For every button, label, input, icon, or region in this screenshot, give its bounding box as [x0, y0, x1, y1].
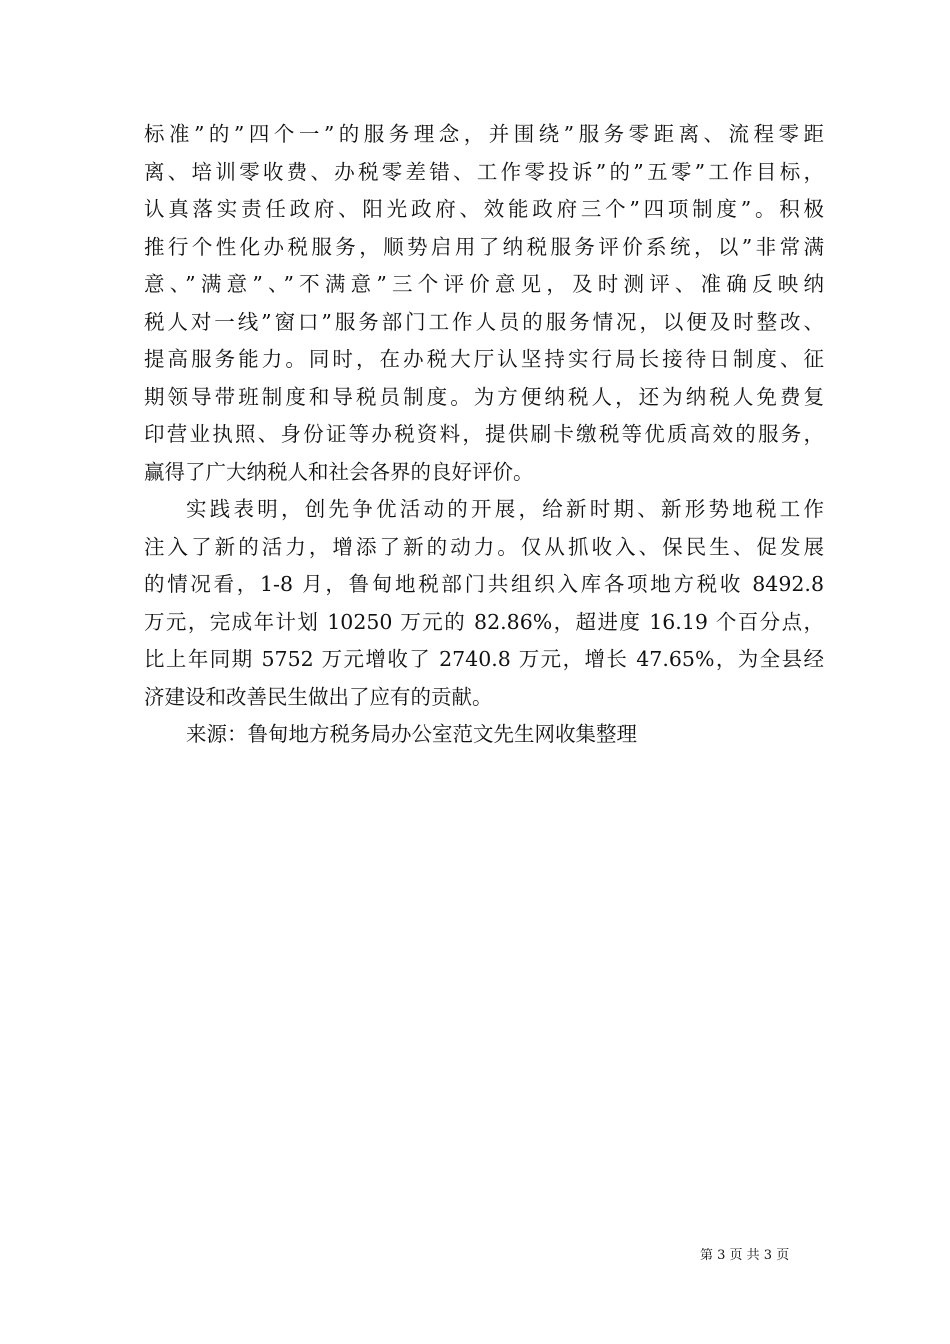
- text-line: 认真落实责任政府、阳光政府、效能政府三个”四项制度”。积极: [144, 197, 824, 221]
- text-line: 济建设和改善民生做出了应有的贡献。: [144, 684, 493, 709]
- text-line: 印营业执照、身份证等办税资料，提供刷卡缴税等优质高效的服务，: [144, 422, 824, 446]
- text-line: 标准”的”四个一”的服务理念，并围绕”服务零距离、流程零距: [144, 122, 824, 146]
- source-line: 来源：鲁甸地方税务局办公室范文先生网收集整理: [186, 722, 637, 746]
- text-line: 提高服务能力。同时，在办税大厅认坚持实行局长接待日制度、征: [144, 347, 824, 371]
- text-line: 意、”满意”、”不满意”三个评价意见，及时测评、准确反映纳: [144, 272, 824, 296]
- text-line: 税人对一线”窗口”服务部门工作人员的服务情况，以便及时整改、: [144, 309, 824, 334]
- paragraph-source: [144, 716, 824, 754]
- text-line: 的情况看，1-8 月，鲁甸地税部门共组织入库各项地方税收 8492.8: [144, 572, 824, 596]
- paragraph-service-concept: [144, 116, 824, 491]
- document-body: [144, 116, 824, 754]
- paragraph-practice-results: [144, 491, 824, 716]
- text-line: 推行个性化办税服务，顺势启用了纳税服务评价系统，以”非常满: [144, 234, 824, 259]
- text-line: 期领导带班制度和导税员制度。为方便纳税人，还为纳税人免费复: [144, 384, 824, 409]
- page-number: 第 3 页 共 3 页: [700, 1248, 790, 1263]
- text-line: 注入了新的活力，增添了新的动力。仅从抓收入、保民生、促发展: [144, 534, 824, 559]
- text-line: 万元，完成年计划 10250 万元的 82.86%，超进度 16.19 个百分点，: [144, 609, 824, 634]
- text-line: 赢得了广大纳税人和社会各界的良好评价。: [144, 459, 534, 484]
- text-line: 离、培训零收费、办税零差错、工作零投诉”的”五零”工作目标，: [144, 159, 824, 184]
- text-line: 比上年同期 5752 万元增收了 2740.8 万元，增长 47.65%，为全县经: [144, 647, 824, 671]
- text-line: 实践表明，创先争优活动的开展，给新时期、新形势地税工作: [186, 497, 824, 521]
- page-footer: [700, 1248, 820, 1264]
